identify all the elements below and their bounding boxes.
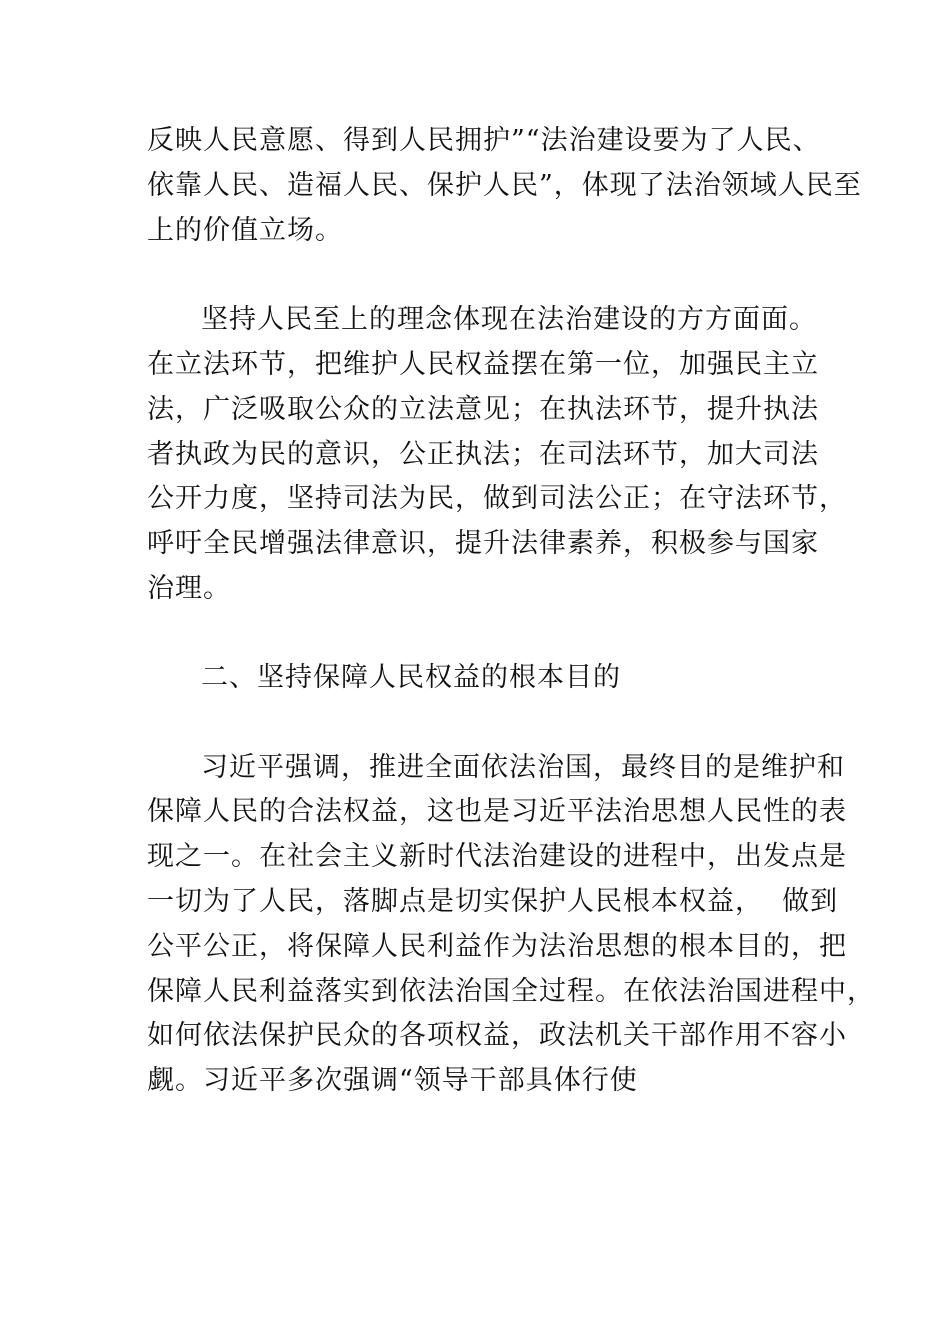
paragraph-line: 公开力度，坚持司法为民，做到司法公正；在守法环节， (147, 483, 847, 514)
paragraph-line: 觑。习近平多次强调“领导干部具体行使 (147, 1065, 638, 1096)
paragraph-line: 习近平强调，推进全面依法治国，最终目的是维护和 (201, 752, 845, 783)
paragraph-line: 保障人民的合法权益，这也是习近平法治思想人民性的表 (147, 796, 847, 827)
paragraph-line: 上的价值立场。 (147, 215, 343, 246)
paragraph-line: 公平公正，将保障人民利益作为法治思想的根本目的，把 (147, 931, 847, 962)
paragraph-line: 如何依法保护民众的各项权益，政法机关干部作用不容小 (147, 1020, 847, 1051)
paragraph-line: 治理。 (147, 573, 231, 604)
paragraph-line: 在立法环节，把维护人民权益摆在第一位，加强民主立 (147, 349, 819, 380)
paragraph-line: 呼吁全民增强法律意识，提升法律素养，积极参与国家 (147, 528, 819, 559)
paragraph-line: 保障人民利益落实到依法治国全过程。在依法治国进程中， (147, 976, 875, 1007)
section-heading: 二、坚持保障人民权益的根本目的 (201, 662, 621, 693)
paragraph-line: 现之一。在社会主义新时代法治建设的进程中，出发点是 (147, 841, 847, 872)
paragraph-line: 反映人民意愿、得到人民拥护”“法治建设要为了人民、 (147, 125, 821, 156)
paragraph-line: 者执政为民的意识，公正执法；在司法环节，加大司法 (147, 439, 819, 470)
paragraph-line: 坚持人民至上的理念体现在法治建设的方方面面。 (201, 304, 817, 335)
paragraph-line: 依靠人民、造福人民、保护人民”，体现了法治领域人民至 (147, 170, 862, 201)
paragraph-line: 法，广泛吸取公众的立法意见；在执法环节，提升执法 (147, 394, 819, 425)
paragraph-line: 一切为了人民，落脚点是切实保护人民根本权益， 做到 (147, 886, 839, 917)
